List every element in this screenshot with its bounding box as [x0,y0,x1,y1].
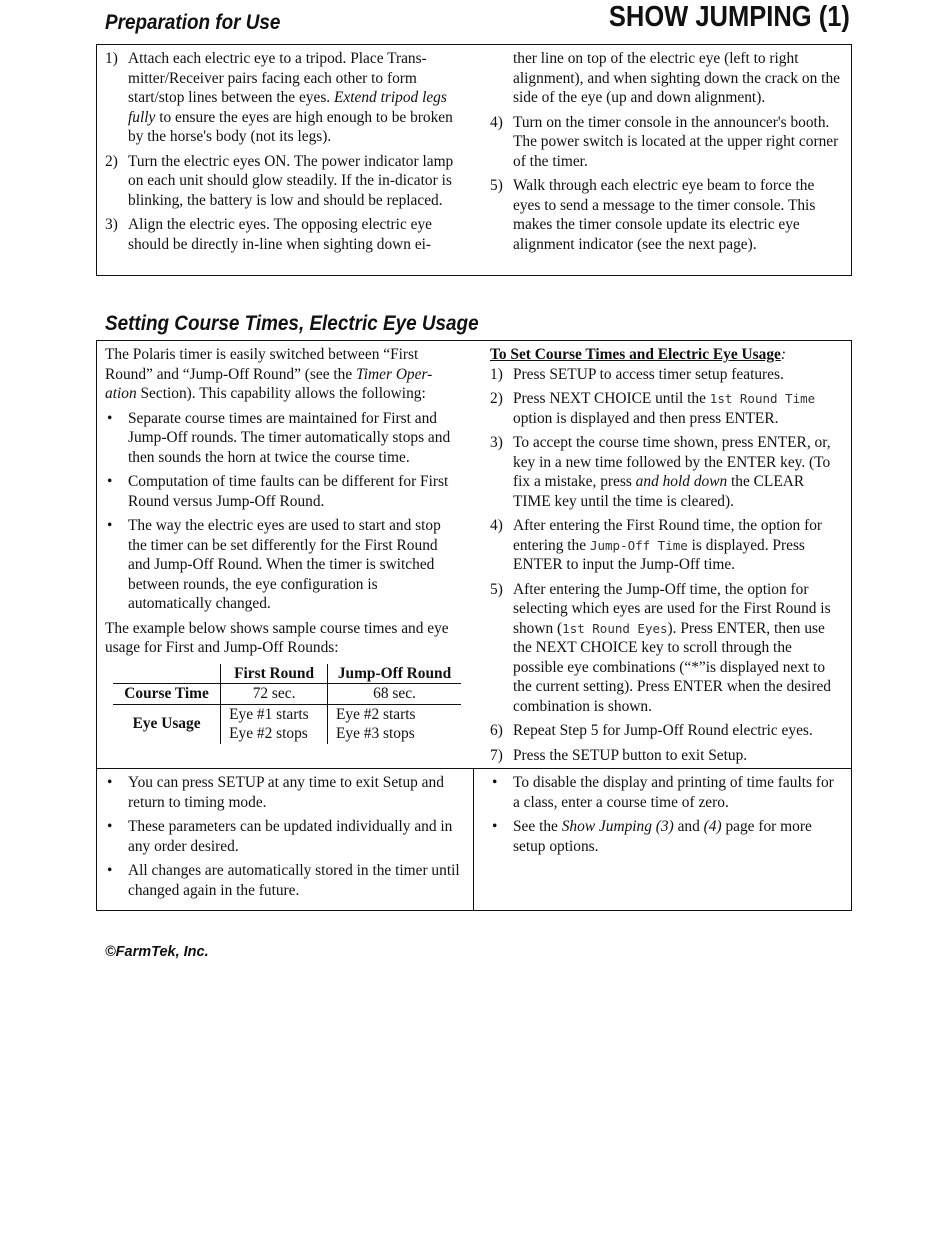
bullet-item [105,472,461,511]
bullet-item [490,817,840,856]
text-segment: The example below shows sample course times and eye usage for First and Jump-Off Rounds: [105,619,449,656]
item-number: 5) [490,177,503,194]
text-segment: Turn on the timer console in the announcer's booth. The power switch is located at the upper right corner of the timer. [513,113,839,170]
preparation-left-column [105,49,455,259]
course-times-table [113,664,461,744]
text-segment: option is displayed and then press ENTER. [513,409,779,427]
text-segment: To disable the display and printing of time faults for a class, enter a course time of zero. [513,774,834,811]
text-segment: Align the electric eyes. The opposing electric eye should be directly in-line when sighting down ei- [128,216,432,253]
item-number: 3) [490,434,503,451]
text-segment: Computation of time faults can be different for First Round versus Jump-Off Round. [128,473,449,510]
item-number: 2) [105,152,118,170]
text-segment: All changes are automatically stored in the timer until changed again in the future. [128,862,460,899]
text-segment: is displayed. Press ENTER to input the Jump-Off time. [513,536,805,573]
course-times-right-column [490,345,844,770]
list-item [105,152,455,211]
eye-jumpoff-stop: Eye #3 stops [336,725,415,742]
eye-first-stop: Eye #2 stops [229,725,308,742]
text-segment: ther line on top of the electric eye (left to right alignment), and when sighting down the crack on the side of the eye (up and down alignment). [513,50,840,106]
course-times-box [96,340,852,911]
notes-divider [97,768,851,769]
eye-usage-label: Eye Usage [132,715,201,733]
notes-column-divider [473,768,474,910]
list-item [490,365,844,385]
list-item [490,113,840,172]
text-segment: After entering the First Round time, the option for entering the [513,517,823,554]
text-segment: Attach each electric eye to a tripod. Place Trans-mitter/Receiver pairs facing each other to form start/stop lines between the eyes. [128,50,427,106]
text-segment: The Polaris timer is easily switched between “First Round” and “Jump-Off Round” (see the [105,346,419,383]
text-segment: You can press SETUP at any time to exit Setup and return to timing mode. [128,774,444,811]
steps-title-colon: : [780,346,786,363]
preparation-box [96,44,852,276]
bullet-item [105,409,461,468]
text-segment: To accept the course time shown, press ENTER, or, key in a new time followed by the ENTER key. (To fix a mistake, press [513,434,831,490]
text-segment: See the [513,818,562,835]
header-jump-off-round: Jump-Off Round [328,664,461,684]
table-row-eye-usage [113,704,461,744]
intro-paragraph [105,345,461,404]
text-segment: Walk through each electric eye beam to force the eyes to send a message to the timer console. This makes the timer console update its electric eye alignment indicator (see the next page). [513,177,816,253]
steps-title: To Set Course Times and Electric Eye Usage [490,346,781,363]
table-row-course-time [113,684,461,705]
text-segment: Section). This capability allows the following: [136,385,426,402]
list-item [105,215,455,254]
list-item [490,721,844,741]
bullet-item [105,773,461,812]
table-header-row [113,664,461,684]
item-number: 7) [490,746,503,764]
item-number: 1) [105,50,118,67]
bullet-item [105,817,461,856]
example-paragraph [105,619,461,658]
text-segment: Turn the electric eyes ON. The power indicator lamp on each unit should glow steadily. If the in-dicator is blinking, the battery is low and should be replaced. [128,152,454,209]
course-time-label: Course Time [124,685,209,702]
bullet-item [105,861,461,900]
text-segment: Press SETUP to access timer setup features. [513,365,784,383]
bullet-item [490,773,840,812]
course-time-first: 72 sec. [221,684,328,705]
text-segment: Show Jumping (3) [561,818,674,835]
course-time-jumpoff: 68 sec. [328,684,461,705]
text-segment: page for more setup options. [513,818,812,855]
item-number: 1) [490,365,503,383]
text-segment: These parameters can be updated individually and in any order desired. [128,818,453,855]
eye-jumpoff-start: Eye #2 starts [336,705,416,723]
footer-copyright: ©FarmTek, Inc. [105,944,209,960]
text-segment: Press NEXT CHOICE until the [513,390,710,407]
text-segment: (4) [703,818,722,835]
text-segment: Timer Oper-ation [105,365,433,402]
text-segment: Extend tripod legs fully [128,89,447,126]
item-number: 6) [490,722,503,739]
text-segment: ). Press ENTER, then use the NEXT CHOICE key to scroll through the possible eye combinations (“*”is displayed next to the current setting). Press ENTER when the desired combination is shown. [513,619,831,715]
list-item [105,49,455,147]
preparation-right-column [490,49,840,259]
display-text: 1st Round Time [709,391,816,406]
course-times-left-column [105,345,461,744]
list-item [490,746,844,766]
item-number: 4) [490,517,503,534]
page-title: SHOW JUMPING (1) [608,1,850,33]
text-segment: and [673,818,704,835]
notes-left [105,773,461,905]
item-number: 2) [490,390,503,407]
text-segment: Separate course times are maintained for First and Jump-Off rounds. The timer automatically stops and then sounds the horn at twice the course time. [128,409,451,466]
list-item [490,49,840,108]
section-heading-preparation: Preparation for Use [105,11,281,34]
display-text: 1st Round Eyes [562,620,668,636]
text-segment: the CLEAR TIME key until the time is cleared). [513,473,805,510]
list-item [490,389,844,428]
bullet-item [105,516,461,614]
list-item [490,433,844,511]
list-item [490,176,840,254]
display-text: Jump-Off Time [589,537,688,553]
text-segment: Press the SETUP button to exit Setup. [513,746,748,764]
list-item [490,580,844,717]
text-segment: and hold down [635,473,728,490]
eye-first-start: Eye #1 starts [229,705,309,723]
section-heading-course-times: Setting Course Times, Electric Eye Usage [105,312,479,335]
text-segment: After entering the Jump-Off time, the option for selecting which eyes are used for the First Round is shown ( [513,580,831,637]
item-number: 5) [490,580,503,598]
list-item [490,516,844,575]
notes-right [490,773,840,861]
header-first-round: First Round [221,664,328,684]
text-segment: The way the electric eyes are used to start and stop the timer can be set differently for the First Round and Jump-Off Round. When the timer is switched between rounds, the eye configuration is automatically changed. [128,517,441,612]
item-number: 3) [105,216,118,233]
text-segment: Repeat Step 5 for Jump-Off Round electric eyes. [513,722,813,739]
item-number: 4) [490,113,503,131]
text-segment: to ensure the eyes are high enough to be broken by the horse's body (not its legs). [128,108,453,145]
